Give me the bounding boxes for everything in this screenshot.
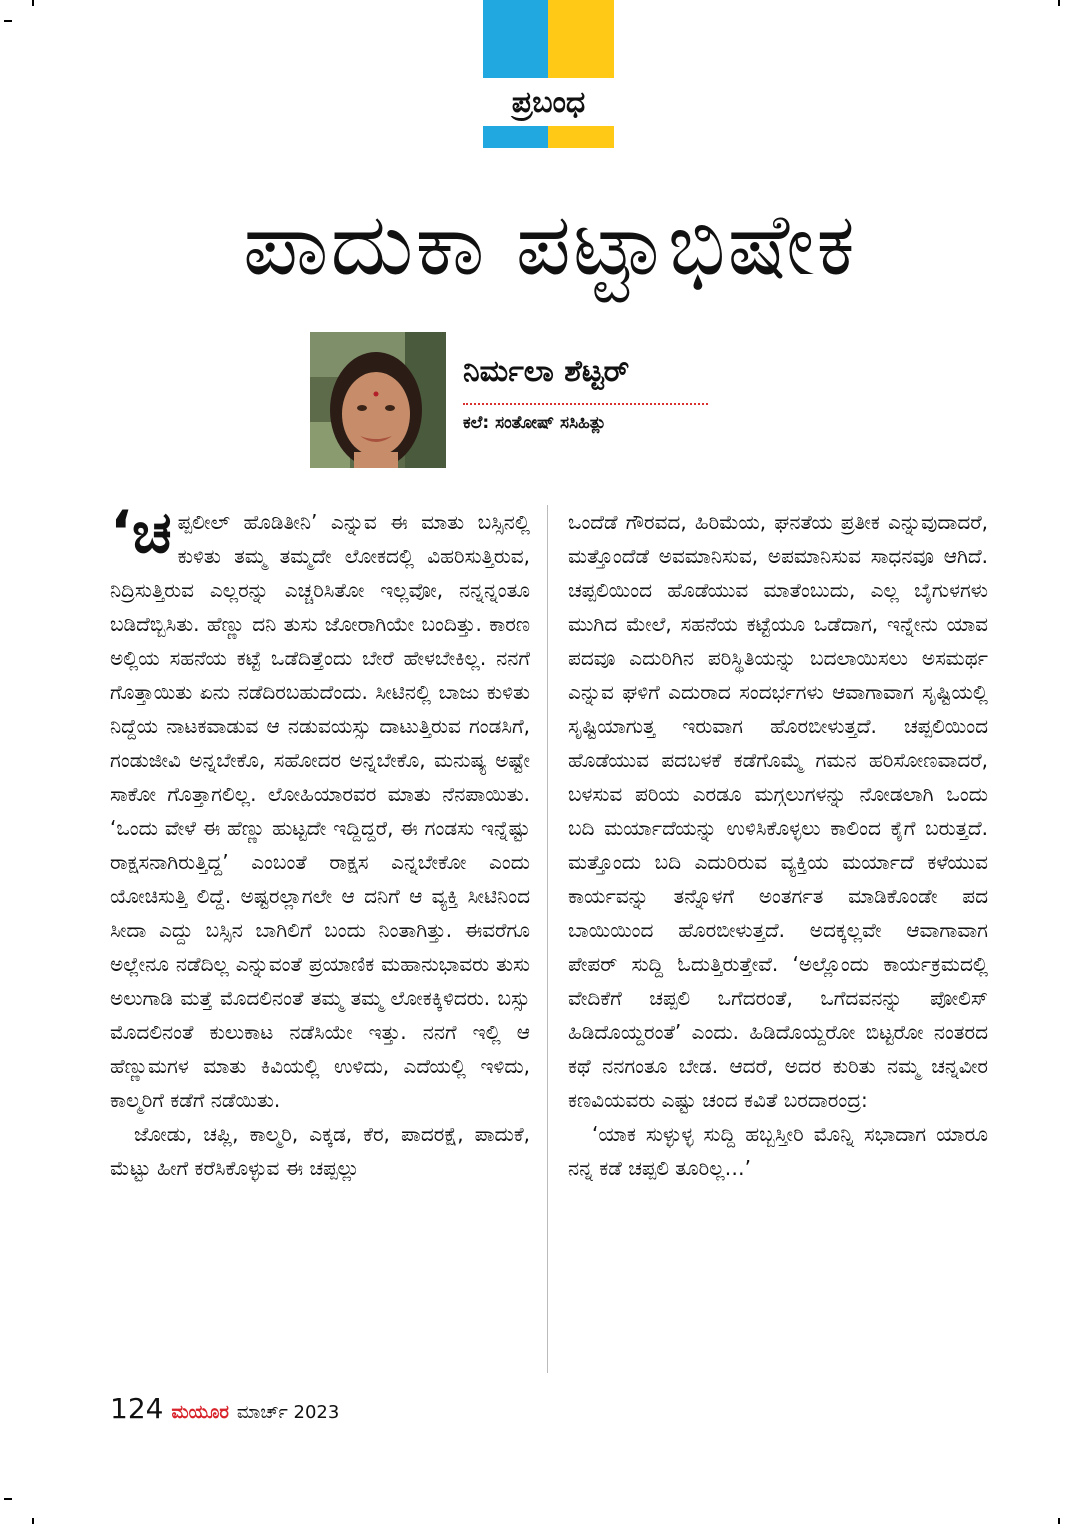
art-credit: ಕಲೆ: ಸಂತೋಷ್ ಸಸಿಹಿತ್ಲು (463, 413, 607, 433)
article-title: ಪಾದುಕಾ ಪಟ್ಟಾಭಿಷೇಕ (243, 195, 857, 295)
section-badge (483, 0, 614, 148)
badge-blue-block (483, 0, 548, 78)
crop-mark-bottom-right (1058, 1518, 1060, 1524)
section-label: ಪ್ರಬಂಧ (483, 78, 614, 126)
crop-mark-top-right (1058, 0, 1060, 6)
paragraph: ‘ಯಾಕ ಸುಳ್ಳುಳ್ಳ ಸುದ್ದಿ ಹಬ್ಬಸ್ತೀರಿ ಮೊನ್ನಿ ಸಭಾದಾಗ ಯಾರೂ ನನ್ನ ಕಡೆ ಚಪ್ಪಲಿ ತೂರಿಲ್ಲ…’ (568, 1122, 988, 1180)
badge-yellow-block (548, 0, 614, 78)
author-divider (463, 403, 708, 405)
crop-mark-top-left-vertical (32, 0, 34, 6)
magazine-logo: ಮಯೂರ (171, 1402, 229, 1423)
paragraph: ಒಂದೆಡೆ ಗೌರವದ, ಹಿರಿಮೆಯ, ಘನತೆಯ ಪ್ರತೀಕ ಎನ್ನುವುದಾದರೆ, ಮತ್ತೊಂದೆಡೆ ಅವಮಾನಿಸುವ, ಅಪಮಾನಿಸುವ ಸಾಧನವೂ ಆಗಿದೆ. ಚಪ್ಪಲಿಯಿಂದ ಹೊಡೆಯುವ ಮಾತೆಂಬುದು, ಎಲ್ಲ ಬೈಗುಳಗಳು ಮುಗಿದ ಮೇಲೆ, ಸಹನೆಯ ಕಟ್ಟೆಯೂ ಒಡೆದಾಗ, ಇನ್ನೇನು ಯಾವ ಪದವೂ ಎದುರಿಗಿನ ಪರಿಸ್ಥಿತಿಯನ್ನು ಬದಲಾಯಿಸಲು ಅಸಮರ್ಥ ಎನ್ನುವ ಘಳಿಗೆ ಎದುರಾದ ಸಂದರ್ಭಗಳು ಆವಾಗಾವಾಗ ಸೃಷ್ಟಿಯಲ್ಲಿ ಸೃಷ್ಟಿಯಾಗುತ್ತ ಇರುವಾಗ ಹೊರಬೀಳುತ್ತದೆ. ಚಪ್ಪಲಿಯಿಂದ ಹೊಡೆಯುವ ಪದಬಳಕೆ ಕಡೆಗೊಮ್ಮೆ ಗಮನ ಹರಿಸೋಣವಾದರೆ, ಬಳಸುವ ಪರಿಯ ಎರಡೂ ಮಗ್ಗಲುಗಳನ್ನು ನೋಡಲಾಗಿ ಒಂದು ಬದಿ ಮರ್ಯಾದೆಯನ್ನು ಉಳಿಸಿಕೊಳ್ಳಲು ಕಾಲಿಂದ ಕೈಗೆ ಬರುತ್ತದೆ. ಮತ್ತೊಂದು ಬದಿ ಎದುರಿರುವ ವ್ಯಕ್ತಿಯ ಮರ್ಯಾದೆ ಕಳೆಯುವ ಕಾರ್ಯವನ್ನು ತನ್ನೊಳಗೆ ಅಂತರ್ಗತ ಮಾಡಿಕೊಂಡೇ ಪದ ಬಾಯಿಯಿಂದ ಹೊರಬೀಳುತ್ತದೆ. ಅದಕ್ಕಲ್ಲವೇ ಆವಾಗಾವಾಗ ಪೇಪರ್ ಸುದ್ದಿ ಓದುತ್ತಿರುತ್ತೇವೆ. ‘ಅಲ್ಲೊಂದು ಕಾರ್ಯಕ್ರಮದಲ್ಲಿ ವೇದಿಕೆಗೆ ಚಪ್ಪಲಿ ಒಗೆದರಂತೆ, ಒಗೆದವನನ್ನು ಪೋಲಿಸ್ ಹಿಡಿದೊಯ್ದರಂತೆ’ ಎಂದು. ಹಿಡಿದೊಯ್ದರೋ ಬಿಟ್ಟರೋ ನಂತರದ ಕಥೆ ನನಗಂತೂ ಬೇಡ. ಆದರೆ, ಅದರ ಕುರಿತು ನಮ್ಮ ಚನ್ನವೀರ ಕಣವಿಯವರು ಎಷ್ಟು ಚಂದ ಕವಿತೆ ಬರದಾರಂದ್ರ: (568, 510, 988, 1112)
article-column-2 (568, 505, 988, 1185)
author-photo (310, 332, 446, 468)
crop-mark-bottom-left-vertical (32, 1518, 34, 1524)
crop-mark-top-left (4, 20, 12, 22)
paragraph-text: ಪ್ಪಲೀಲ್ ಹೊಡಿತೀನಿ’ ಎನ್ನುವ ಈ ಮಾತು ಬಸ್ಸಿನಲ್ಲಿ ಕುಳಿತು ತಮ್ಮ ತಮ್ಮದೇ ಲೋಕದಲ್ಲಿ ವಿಹರಿಸುತ್ತಿರುವ, ನಿದ್ರಿಸುತ್ತಿರುವ ಎಲ್ಲರನ್ನು ಎಚ್ಚರಿಸಿತೋ ಇಲ್ಲವೋ, ನನ್ನನ್ನಂತೂ ಬಡಿದೆಬ್ಬಿಸಿತು. ಹೆಣ್ಣು ದನಿ ತುಸು ಜೋರಾಗಿಯೇ ಬಂದಿತ್ತು. ಕಾರಣ ಅಲ್ಲಿಯ ಸಹನೆಯ ಕಟ್ಟೆ ಒಡೆದಿತ್ತೆಂದು ಬೇರೆ ಹೇಳಬೇಕಿಲ್ಲ. ನನಗೆ ಗೊತ್ತಾಯಿತು ಏನು ನಡೆದಿರಬಹುದೆಂದು. ಸೀಟಿನಲ್ಲಿ ಬಾಜು ಕುಳಿತು ನಿದ್ದೆಯ ನಾಟಕವಾಡುವ ಆ ನಡುವಯಸ್ಸು ದಾಟುತ್ತಿರುವ ಗಂಡಸಿಗೆ, ಗಂಡುಜೀವಿ ಅನ್ನಬೇಕೊ, ಸಹೋದರ ಅನ್ನಬೇಕೊ, ಮನುಷ್ಯ ಅಷ್ಟೇ ಸಾಕೋ ಗೊತ್ತಾಗಲಿಲ್ಲ. ಲೋಹಿಯಾರವರ ಮಾತು ನೆನಪಾಯಿತು. ‘ಒಂದು ವೇಳೆ ಈ ಹೆಣ್ಣು ಹುಟ್ಟದೇ ಇದ್ದಿದ್ದರೆ, ಈ ಗಂಡಸು ಇನ್ನೆಷ್ಟು ರಾಕ್ಷಸನಾಗಿರುತ್ತಿದ್ದ’ ಎಂಬಂತೆ ರಾಕ್ಷಸ ಎನ್ನಬೇಕೋ ಎಂದು ಯೋಚಿಸುತ್ತಿ ಲಿದ್ದೆ. ಅಷ್ಟರಲ್ಲಾಗಲೇ ಆ ದನಿಗೆ ಆ ವ್ಯಕ್ತಿ ಸೀಟಿನಿಂದ ಸೀದಾ ಎದ್ದು ಬಸ್ಸಿನ ಬಾಗಿಲಿಗೆ ಬಂದು ನಿಂತಾಗಿತ್ತು. ಈವರೆಗೂ ಅಲ್ಲೇನೂ ನಡೆದಿಲ್ಲ ಎನ್ನುವಂತೆ ಪ್ರಯಾಣಿಕ ಮಹಾನುಭಾವರು ತುಸು ಅಲುಗಾಡಿ ಮತ್ತೆ ಮೊದಲಿನಂತೆ ತಮ್ಮ ತಮ್ಮ ಲೋಕಕ್ಕಿಳಿದರು. ಬಸ್ಸು ಮೊದಲಿನಂತೆ ಕುಲುಕಾಟ ನಡೆಸಿಯೇ ಇತ್ತು. ನನಗೆ ಇಲ್ಲಿ ಆ ಹೆಣ್ಣುಮಗಳ ಮಾತು ಕಿವಿಯಲ್ಲಿ ಉಳಿದು, ಎದೆಯಲ್ಲಿ ಇಳಿದು, ಕಾಲ್ಮರಿಗೆ ಕಡೆಗೆ ನಡೆಯಿತು. (110, 510, 530, 1112)
paragraph (110, 498, 530, 1117)
badge-yellow-strip (548, 126, 614, 148)
author-portrait-image (310, 332, 446, 468)
crop-mark-bottom-left (4, 1498, 12, 1500)
paragraph: ಜೋಡು, ಚಪ್ಲಿ, ಕಾಲ್ಮರಿ, ಎಕ್ಕಡ, ಕೆರ, ಪಾದರಕ್ಷೆ, ಪಾದುಕೆ, ಮೆಟ್ಟು ಹೀಗೆ ಕರೆಸಿಕೊಳ್ಳುವ ಈ ಚಪ್ಪಲ್ಲು (110, 1122, 530, 1180)
page-footer (110, 1392, 339, 1425)
badge-blue-strip (483, 126, 548, 148)
article-column-1 (110, 498, 530, 1185)
author-name: ನಿರ್ಮಲಾ ಶೆಟ್ಟರ್ (463, 354, 630, 389)
drop-cap: ‘ಚ (110, 498, 172, 566)
page-number: 124 (110, 1392, 164, 1425)
column-divider (547, 505, 548, 1373)
issue-date: ಮಾರ್ಚ್ 2023 (236, 1402, 340, 1423)
